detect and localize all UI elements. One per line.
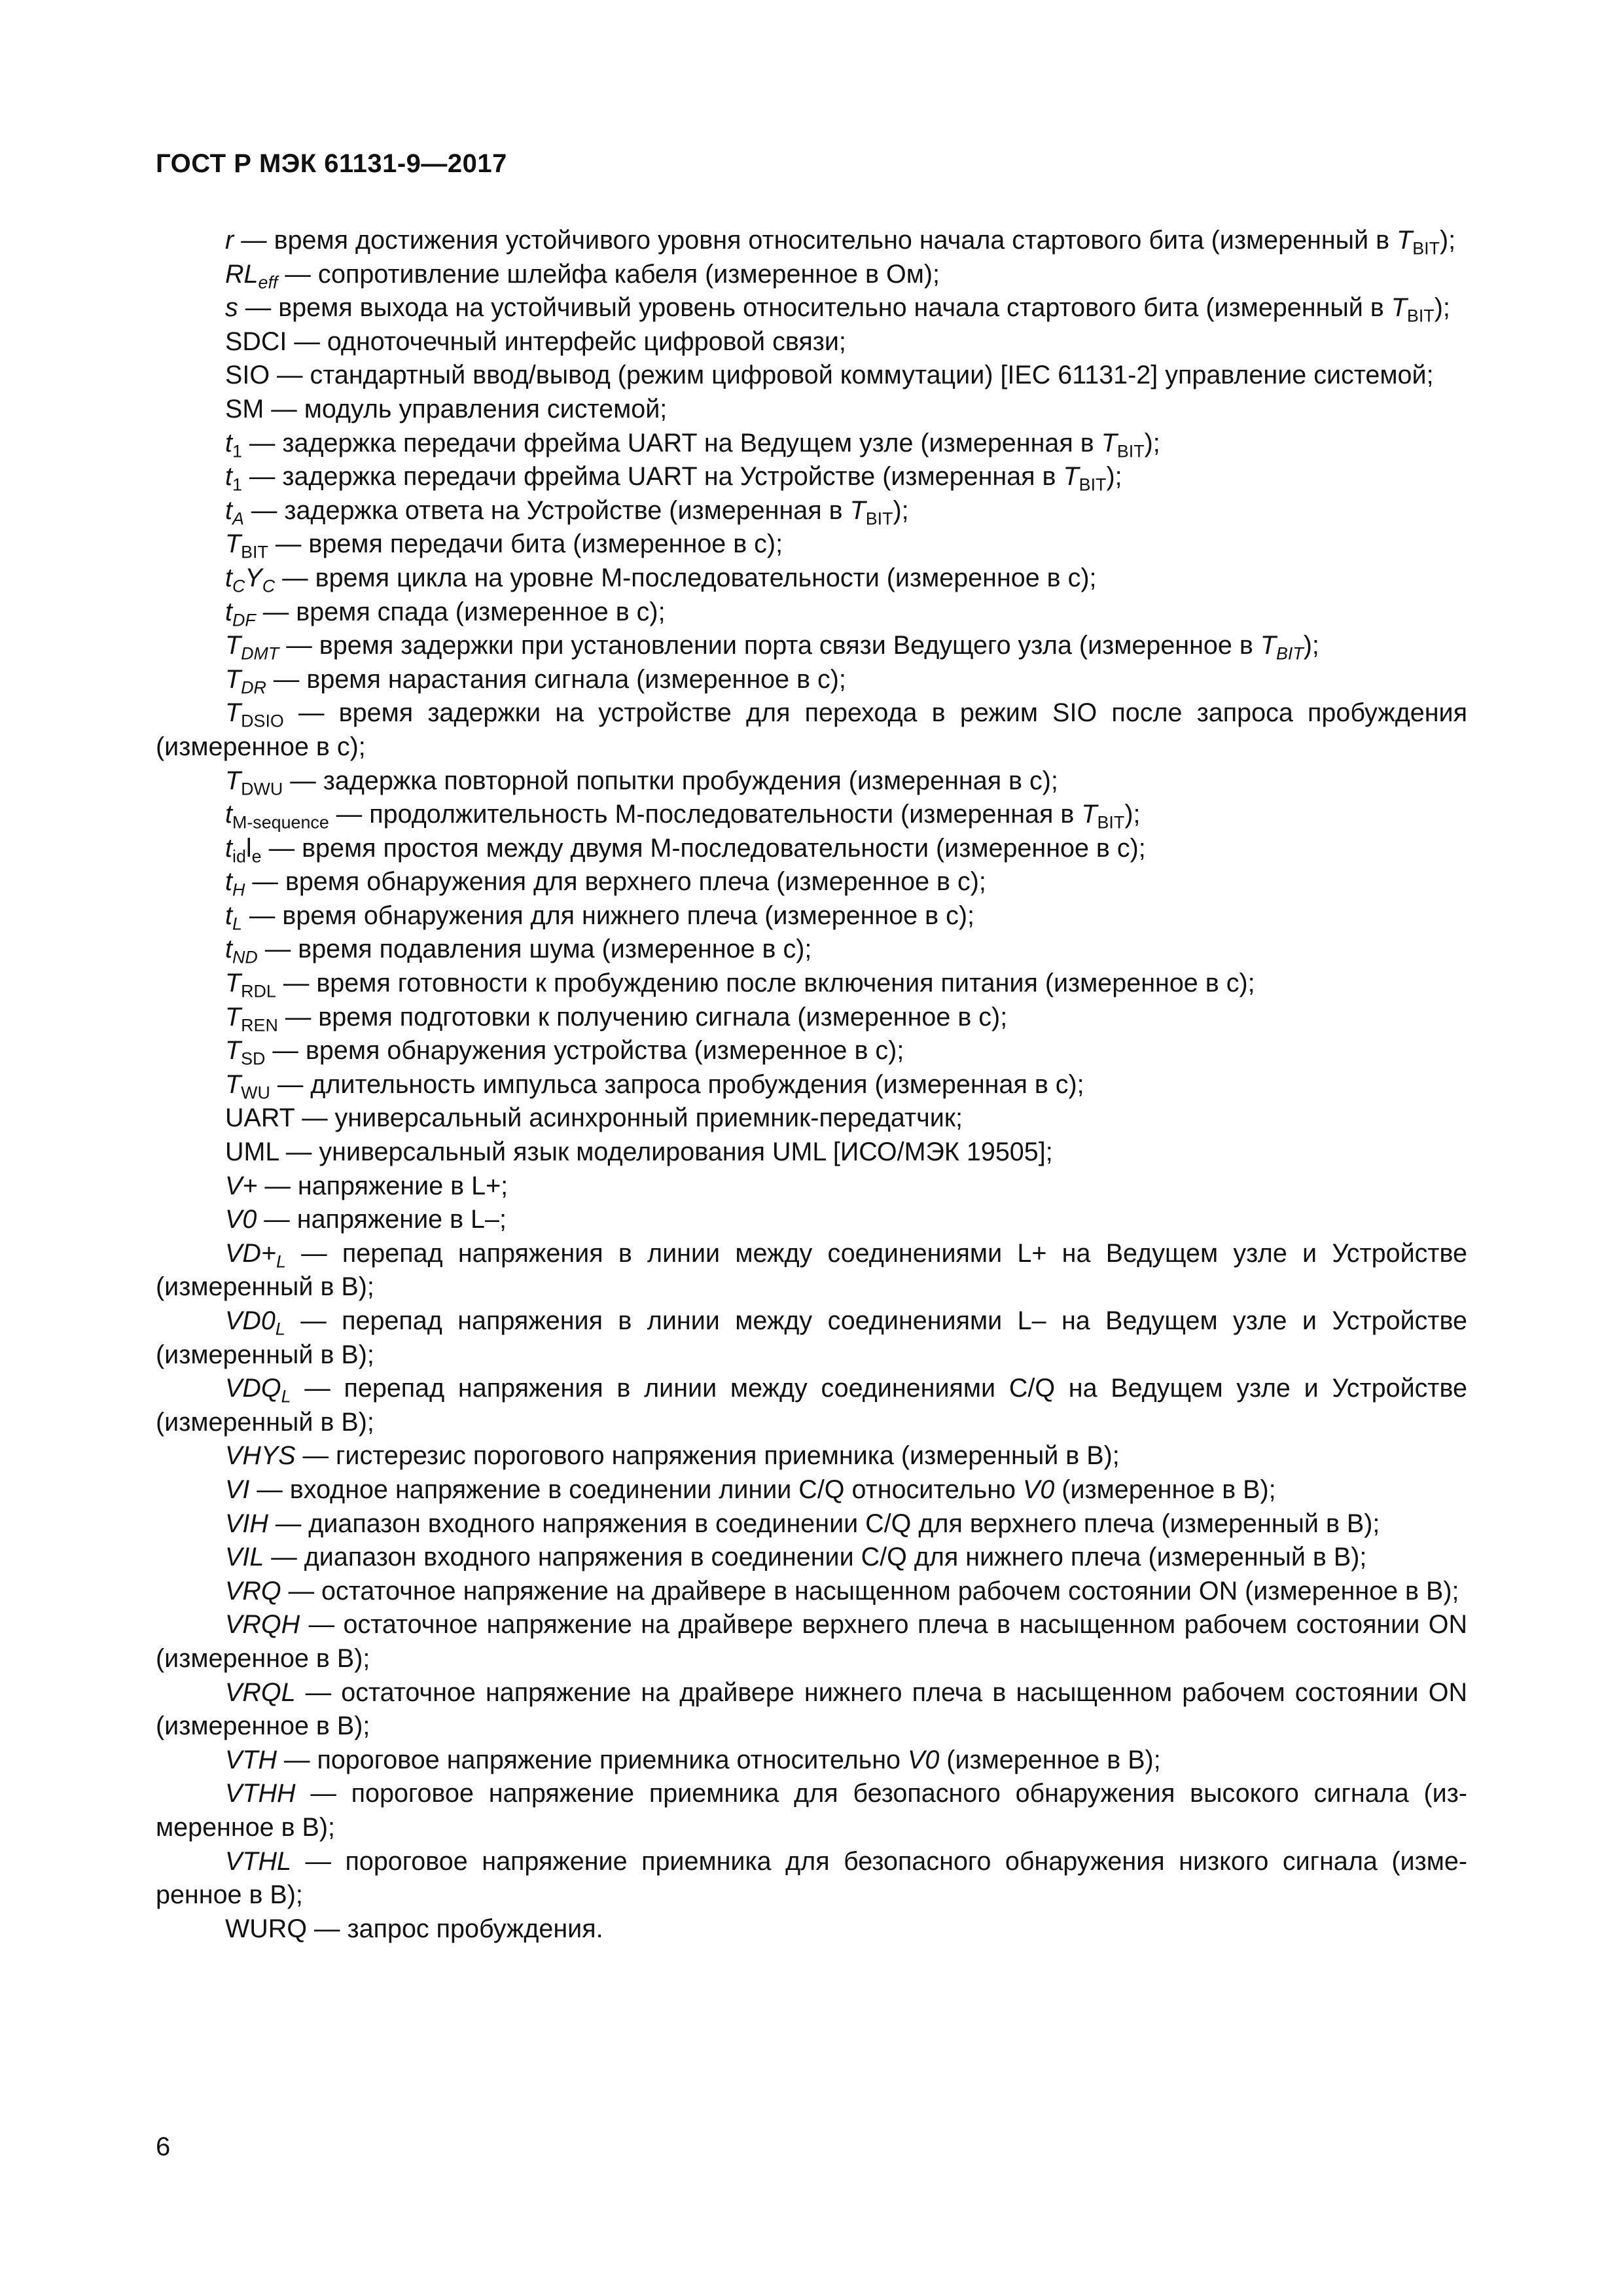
abbreviation-term: [225, 529, 268, 562]
abbreviation-term: [225, 1205, 257, 1234]
abbreviation-definition: — длительность импульса запроса пробуждения (измеренная в с);: [270, 1069, 1084, 1099]
term-part: C: [262, 576, 276, 596]
abbreviation-definition: — пороговое напряжение приемника для безопасного обнаружения высокого сигнала (измеренное в В);: [156, 1779, 1467, 1842]
tail-part: );: [1106, 462, 1122, 492]
abbreviation-term: [225, 563, 276, 596]
abbreviation-entry: [156, 1203, 1467, 1237]
abbreviation-term: [225, 969, 276, 1001]
term-part: WU: [241, 1083, 270, 1103]
term-part: t: [225, 833, 232, 863]
abbreviation-definition: — остаточное напряжение на драйвере нижнего плеча в насыщенном рабочем состоянии ON (измеренное в В);: [156, 1677, 1467, 1741]
abbreviation-term: [225, 1475, 249, 1504]
abbreviation-term: [225, 1610, 300, 1639]
abbreviation-term: [225, 664, 266, 698]
abbreviation-term: [225, 935, 258, 968]
abbreviation-term: [225, 1138, 279, 1166]
term-part: DR: [241, 677, 266, 698]
term-part: l: [245, 833, 252, 863]
tail-part: BIT: [1097, 812, 1125, 833]
abbreviation-definition: — время простоя между двумя М-последовательности (измеренное в с);: [261, 833, 1146, 863]
term-part: r: [225, 226, 234, 255]
definition-tail: [1397, 226, 1456, 259]
tail-part: );: [893, 495, 909, 525]
abbreviation-term: [225, 833, 262, 867]
term-part: VRQ: [225, 1576, 281, 1605]
definition-tail: [1063, 462, 1122, 495]
abbreviation-entry: [156, 291, 1467, 325]
term-part: VRQL: [225, 1677, 296, 1707]
definition-tail: [1260, 631, 1319, 664]
term-part: T: [225, 1002, 241, 1031]
abbreviation-entry: [156, 494, 1467, 528]
term-part: DF: [232, 610, 256, 630]
abbreviation-entry: [156, 798, 1467, 832]
tail-part: );: [1440, 226, 1456, 255]
abbreviation-definition: — входное напряжение в соединении линии C/Q относительно: [249, 1475, 1023, 1504]
abbreviation-term: [225, 1036, 266, 1069]
abbreviation-term: [225, 1577, 281, 1605]
tail-part: T: [849, 495, 866, 525]
term-part: VTHH: [225, 1779, 296, 1808]
abbreviation-definition: — универсальный асинхронный приемник-передатчик;: [294, 1103, 963, 1133]
tail-part: V0: [908, 1745, 940, 1774]
abbreviation-definition: — модуль управления системой;: [264, 394, 668, 423]
tail-part: T: [1260, 631, 1276, 660]
abbreviation-definition: — время задержки на устройстве для перехода в режим SIO после запроса пробуждения (измеренное в с);: [156, 698, 1467, 761]
term-part: SIO: [225, 361, 270, 390]
abbreviation-definition: — время подавления шума (измеренное в с);: [257, 935, 812, 964]
term-part: SDCI: [225, 327, 287, 356]
abbreviation-definition: — время выхода на устойчивый уровень относительно начала стартового бита (измеренный в: [238, 293, 1391, 323]
tail-part: );: [1144, 428, 1160, 457]
abbreviation-definition: — время передачи бита (измеренное в с);: [268, 529, 783, 559]
abbreviation-definition: — гистерезис порогового напряжения приемника (измеренный в В);: [295, 1441, 1120, 1471]
term-part: V0: [225, 1205, 257, 1234]
abbreviation-definition: — время нарастания сигнала (измеренное в с);: [266, 664, 846, 694]
abbreviation-term: [225, 1172, 257, 1200]
abbreviation-definition: — продолжительность М-последовательности (измеренная в: [329, 800, 1082, 829]
term-part: t: [225, 495, 232, 525]
term-part: RDL: [241, 981, 276, 1001]
tail-part: (измеренное в В);: [939, 1745, 1161, 1774]
abbreviation-definition: — время готовности к пробуждению после включения питания (измеренное в с);: [276, 969, 1255, 998]
term-part: t: [225, 935, 232, 964]
abbreviation-entry: [156, 393, 1467, 427]
abbreviation-definition: — задержка передачи фрейма UART на Устройстве (измеренная в: [241, 462, 1063, 492]
abbreviation-definition: — время задержки при установлении порта связи Ведущего узла (измеренное в: [279, 631, 1260, 660]
abbreviation-entry: [156, 967, 1467, 1001]
term-part: Y: [245, 563, 262, 592]
term-part: VRQH: [225, 1610, 300, 1640]
abbreviation-definition: — пороговое напряжение приемника относительно: [277, 1745, 908, 1774]
abbreviation-term: [225, 395, 264, 423]
abbreviation-entry: [156, 1439, 1467, 1473]
term-part: s: [225, 293, 238, 323]
abbreviation-entry: [156, 1507, 1467, 1541]
abbreviation-term: [225, 1069, 270, 1103]
abbreviation-definition: — одноточечный интерфейс цифровой связи;: [287, 327, 846, 356]
abbreviation-term: [225, 428, 242, 461]
term-part: VD0: [225, 1306, 276, 1335]
term-part: DSIO: [241, 711, 284, 731]
term-part: T: [225, 969, 241, 998]
term-part: DWU: [241, 779, 283, 799]
document-header: ГОСТ Р МЭК 61131-9—2017: [156, 149, 507, 178]
term-part: 1: [232, 441, 242, 461]
tail-part: );: [1303, 631, 1319, 660]
abbreviation-term: [225, 1509, 268, 1538]
term-part: eff: [258, 272, 278, 293]
abbreviation-definition: — диапазон входного напряжения в соединении C/Q для нижнего плеча (измеренный в В);: [264, 1543, 1367, 1572]
term-part: UML: [225, 1138, 279, 1167]
abbreviation-term: [225, 259, 278, 293]
tail-part: T: [1397, 226, 1413, 255]
term-part: T: [225, 1036, 241, 1066]
abbreviation-term: [225, 631, 279, 664]
abbreviation-entry: [156, 629, 1467, 663]
term-part: L: [275, 1319, 285, 1339]
term-part: A: [232, 509, 244, 529]
abbreviation-definition: — время достижения устойчивого уровня относительно начала стартового бита (измеренный в: [234, 226, 1397, 255]
abbreviation-term: [225, 1746, 277, 1774]
term-part: T: [225, 766, 241, 795]
term-part: VTH: [225, 1745, 277, 1774]
term-part: T: [225, 664, 241, 694]
term-part: e: [251, 846, 262, 867]
abbreviation-term: [225, 1914, 307, 1943]
abbreviation-definition: — задержка передачи фрейма UART на Ведущем узле (измеренная в: [241, 428, 1101, 457]
abbreviation-entry: [156, 1136, 1467, 1170]
abbreviation-term: [225, 1779, 296, 1808]
abbreviations-list: [156, 224, 1467, 1946]
abbreviation-definition: — остаточное напряжение на драйвере верхнего плеча в насыщенном рабочем состоянии ON (измеренное в В);: [156, 1610, 1467, 1673]
term-part: t: [225, 800, 232, 829]
term-part: VI: [225, 1475, 250, 1504]
abbreviation-entry: [156, 1744, 1467, 1778]
abbreviation-term: [225, 462, 242, 495]
abbreviation-definition: — запрос пробуждения.: [307, 1914, 603, 1943]
tail-part: T: [1063, 462, 1079, 492]
abbreviation-term: [225, 698, 284, 731]
abbreviation-definition: — напряжение в L+;: [257, 1171, 508, 1200]
abbreviation-term: [225, 226, 234, 255]
term-part: V+: [225, 1171, 258, 1200]
abbreviation-definition: — диапазон входного напряжения в соединении C/Q для верхнего плеча (измеренный в В);: [268, 1509, 1380, 1538]
tail-part: BIT: [1275, 643, 1304, 664]
term-part: T: [225, 631, 241, 660]
abbreviation-entry: [156, 1608, 1467, 1676]
abbreviation-entry: [156, 1034, 1467, 1068]
abbreviation-definition: — задержка ответа на Устройстве (измеренная в: [243, 495, 850, 525]
definition-tail: [908, 1746, 1161, 1774]
abbreviation-entry: [156, 460, 1467, 494]
tail-part: V0: [1022, 1475, 1055, 1504]
term-part: H: [232, 880, 245, 900]
abbreviation-term: [225, 1441, 296, 1470]
abbreviation-term: [225, 1306, 285, 1339]
tail-part: BIT: [1116, 441, 1145, 461]
term-part: ND: [232, 948, 258, 968]
abbreviation-term: [225, 1847, 291, 1876]
abbreviation-term: [225, 901, 242, 934]
abbreviation-entry: [156, 865, 1467, 899]
abbreviation-term: [225, 495, 244, 529]
tail-part: BIT: [1079, 475, 1107, 495]
abbreviation-term: [225, 361, 270, 389]
abbreviation-definition: — задержка повторной попытки пробуждения (измеренная в с);: [283, 766, 1058, 795]
abbreviation-term: [225, 597, 256, 630]
abbreviation-entry: [156, 1912, 1467, 1946]
abbreviation-entry: [156, 224, 1467, 258]
term-part: T: [225, 1069, 241, 1099]
term-part: WURQ: [225, 1914, 308, 1943]
abbreviation-entry: [156, 562, 1467, 596]
abbreviation-definition: — время спада (измеренное в с);: [255, 597, 666, 626]
abbreviation-entry: [156, 1001, 1467, 1035]
tail-part: T: [1391, 293, 1407, 323]
definition-tail: [1391, 293, 1450, 326]
abbreviation-definition: — остаточное напряжение на драйвере в насыщенном рабочем состоянии ON (измеренное в В);: [281, 1576, 1459, 1605]
term-part: t: [225, 428, 232, 457]
definition-tail: [1101, 428, 1160, 461]
term-part: L: [276, 1251, 286, 1272]
abbreviation-entry: [156, 1575, 1467, 1609]
abbreviation-definition: — перепад напряжения в линии между соединениями L– на Ведущем узле и Устройстве (измеренный в В);: [156, 1306, 1467, 1369]
term-part: VTHL: [225, 1846, 291, 1876]
abbreviation-entry: [156, 1304, 1467, 1372]
abbreviation-definition: — время обнаружения для верхнего плеча (измеренное в с);: [245, 867, 986, 897]
abbreviation-term: [225, 293, 238, 322]
term-part: SM: [225, 394, 264, 423]
abbreviation-entry: [156, 1068, 1467, 1102]
term-part: RL: [225, 259, 259, 289]
term-part: 1: [232, 475, 242, 495]
abbreviation-entry: [156, 325, 1467, 359]
term-part: C: [232, 576, 245, 596]
abbreviation-term: [225, 1103, 294, 1132]
tail-part: BIT: [865, 509, 893, 529]
abbreviation-entry: [156, 1777, 1467, 1844]
abbreviation-entry: [156, 764, 1467, 798]
abbreviation-entry: [156, 1845, 1467, 1912]
abbreviation-entry: [156, 1102, 1467, 1136]
tail-part: );: [1434, 293, 1450, 323]
abbreviation-entry: [156, 359, 1467, 393]
abbreviation-term: [225, 1543, 264, 1571]
definition-tail: [1081, 800, 1141, 833]
abbreviation-term: [225, 800, 329, 833]
term-part: T: [225, 698, 241, 728]
abbreviation-entry: [156, 1170, 1467, 1204]
abbreviation-term: [225, 1678, 296, 1707]
abbreviation-term: [225, 1002, 278, 1035]
term-part: VDQ: [225, 1374, 281, 1403]
tail-part: BIT: [1412, 238, 1440, 259]
abbreviation-entry: [156, 933, 1467, 967]
abbreviation-definition: — стандартный ввод/вывод (режим цифровой коммутации) [IEC 61131-2] управление системой;: [270, 361, 1434, 390]
term-part: T: [225, 529, 241, 559]
abbreviation-term: [225, 1238, 286, 1272]
term-part: SD: [241, 1049, 266, 1069]
term-part: t: [225, 563, 232, 592]
term-part: t: [225, 597, 232, 626]
abbreviation-entry: [156, 596, 1467, 630]
abbreviation-definition: — перепад напряжения в линии между соединениями L+ на Ведущем узле и Устройстве (измеренный в В);: [156, 1238, 1467, 1302]
term-part: L: [232, 914, 242, 934]
abbreviation-definition: — напряжение в L–;: [257, 1205, 507, 1234]
abbreviation-entry: [156, 1473, 1467, 1507]
abbreviation-entry: [156, 663, 1467, 697]
term-part: id: [232, 846, 246, 867]
abbreviation-definition: — перепад напряжения в линии между соединениями C/Q на Ведущем узле и Устройстве (измеренный в В);: [156, 1374, 1467, 1437]
abbreviation-entry: [156, 1541, 1467, 1575]
abbreviation-term: [225, 766, 283, 799]
term-part: VD+: [225, 1238, 276, 1268]
abbreviation-definition: — сопротивление шлейфа кабеля (измеренное в Ом);: [277, 259, 940, 289]
term-part: DMT: [241, 643, 279, 664]
abbreviation-entry: [156, 528, 1467, 562]
term-part: L: [281, 1386, 291, 1407]
abbreviation-entry: [156, 832, 1467, 866]
abbreviation-definition: — время цикла на уровне М-последовательности (измеренное в с);: [275, 563, 1097, 592]
term-part: VHYS: [225, 1441, 296, 1471]
term-part: BIT: [241, 542, 268, 562]
term-part: UART: [225, 1103, 295, 1133]
term-part: t: [225, 901, 232, 930]
term-part: t: [225, 867, 232, 897]
abbreviation-term: [225, 327, 287, 356]
definition-tail: [1023, 1475, 1276, 1504]
abbreviation-entry: [156, 1237, 1467, 1304]
page-number: 6: [156, 2132, 171, 2161]
abbreviation-entry: [156, 258, 1467, 292]
abbreviation-definition: — время подготовки к получению сигнала (измеренное в с);: [277, 1002, 1008, 1031]
tail-part: BIT: [1406, 306, 1435, 326]
abbreviation-definition: — универсальный язык моделирования UML [ИСО/МЭК 19505];: [278, 1138, 1053, 1167]
abbreviation-entry: [156, 1372, 1467, 1439]
tail-part: T: [1101, 428, 1117, 457]
tail-part: );: [1124, 800, 1141, 829]
term-part: M-sequence: [232, 812, 329, 833]
definition-tail: [849, 495, 909, 529]
term-part: t: [225, 462, 232, 492]
term-part: VIL: [225, 1543, 264, 1572]
abbreviation-entry: [156, 1676, 1467, 1744]
abbreviation-entry: [156, 899, 1467, 933]
tail-part: (измеренное в В);: [1054, 1475, 1276, 1504]
abbreviation-term: [225, 867, 245, 900]
abbreviation-definition: — пороговое напряжение приемника для безопасного обнаружения низкого сигнала (измеренное в В);: [156, 1846, 1467, 1910]
abbreviation-entry: [156, 427, 1467, 461]
abbreviation-definition: — время обнаружения для нижнего плеча (измеренное в с);: [241, 901, 974, 930]
abbreviation-entry: [156, 696, 1467, 764]
tail-part: T: [1081, 800, 1097, 829]
abbreviation-definition: — время обнаружения устройства (измеренное в с);: [265, 1036, 904, 1066]
term-part: VIH: [225, 1509, 268, 1538]
abbreviation-term: [225, 1374, 291, 1407]
term-part: REN: [241, 1015, 278, 1035]
